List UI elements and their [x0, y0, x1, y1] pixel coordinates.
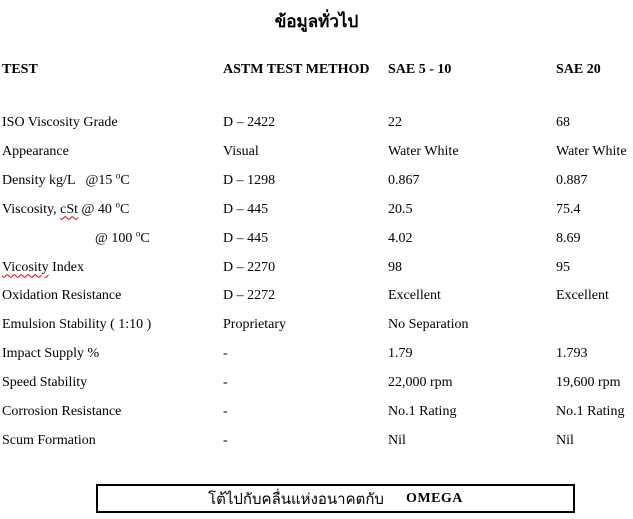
cell-sae-20-value: 0.887: [556, 172, 588, 188]
cell-sae-5-10-value: 22: [388, 115, 402, 130]
column-header-astm-method: ASTM TEST METHOD: [223, 62, 370, 77]
cell-astm-method: -: [223, 346, 228, 362]
cell-test-name: [2, 288, 121, 304]
cell-test-name: [2, 317, 151, 333]
test-name-segment: @ 40: [78, 201, 116, 217]
test-name-segment: C: [120, 172, 130, 188]
test-name-segment: Impact Supply %: [2, 346, 100, 362]
degree-superscript: o: [115, 199, 120, 210]
test-name-segment: Corrosion Resistance: [2, 404, 122, 419]
test-name-segment: Oxidation Resistance: [2, 288, 122, 304]
cell-test-name: [2, 199, 130, 218]
table-row: [2, 433, 631, 457]
test-name-segment: Scum Formation: [2, 432, 96, 448]
degree-superscript: o: [115, 170, 121, 181]
test-name-segment: Vicosity: [2, 259, 49, 275]
degree-superscript: o: [135, 227, 141, 238]
cell-test-name: [2, 144, 69, 160]
table-row: [2, 227, 631, 255]
cell-sae-5-10-value: Nil: [388, 432, 406, 448]
table-row: [2, 404, 631, 428]
cell-sae-5-10-value: Excellent: [388, 288, 441, 304]
cell-sae-20-value: 95: [556, 259, 570, 275]
table-row: [2, 260, 631, 284]
cell-sae-20-value: Excellent: [556, 288, 609, 304]
cell-sae-5-10-value: 98: [388, 259, 402, 275]
cell-sae-20-value: 75.4: [556, 201, 581, 217]
cell-astm-method: -: [223, 375, 228, 391]
cell-test-name: [2, 260, 84, 276]
table-row: [2, 346, 631, 370]
footer-banner: [96, 484, 575, 513]
table-row: [2, 375, 631, 399]
cell-sae-20-value: 19,600 rpm: [556, 375, 621, 391]
cell-sae-20-value: Water White: [556, 143, 627, 159]
cell-test-name: [2, 346, 99, 362]
test-name-segment: Emulsion Stability ( 1:10 ): [2, 317, 152, 333]
column-header-test: TEST: [2, 62, 38, 77]
test-name-segment: ISO Viscosity Grade: [2, 115, 118, 130]
table-row: [2, 288, 631, 312]
cell-sae-5-10-value: No.1 Rating: [388, 404, 457, 419]
cell-astm-method: D – 2422: [223, 115, 276, 130]
cell-sae-5-10-value: 1.79: [388, 346, 413, 362]
cell-sae-20-value: 68: [556, 115, 570, 130]
test-name-segment: Density kg/L @15: [2, 172, 116, 188]
cell-astm-method: D – 445: [223, 230, 269, 246]
test-name-segment: Appearance: [2, 143, 69, 159]
table-row: [2, 115, 631, 139]
cell-astm-method: D – 2270: [223, 259, 276, 275]
column-header-sae-5-10: SAE 5 - 10: [388, 62, 452, 77]
cell-astm-method: -: [223, 432, 228, 448]
cell-sae-20-value: No.1 Rating: [556, 404, 625, 419]
cell-sae-20-value: Nil: [556, 432, 574, 448]
cell-test-name: [2, 115, 118, 131]
cell-sae-5-10-value: No Separation: [388, 317, 469, 333]
column-header-sae-20: SAE 20: [556, 62, 601, 77]
table-row: [2, 144, 631, 168]
cell-astm-method: D – 2272: [223, 288, 276, 304]
cell-astm-method: D – 445: [223, 201, 269, 217]
test-name-segment: Viscosity,: [2, 201, 61, 217]
cell-test-name: [2, 375, 87, 391]
table-row: [2, 317, 631, 341]
cell-sae-5-10-value: 0.867: [388, 172, 420, 188]
cell-test-name: [2, 433, 96, 449]
cell-sae-5-10-value: Water White: [388, 143, 459, 159]
test-name-segment: C: [140, 230, 150, 246]
test-name-segment: @ 100: [95, 230, 136, 246]
cell-sae-20-value: 1.793: [556, 346, 588, 362]
cell-test-name: [2, 170, 130, 189]
footer-thai-text: โต้ไปกับคลื่นแห่งอนาคตกับ: [208, 491, 384, 508]
cell-astm-method: D – 1298: [223, 172, 276, 188]
footer-brand-name: OMEGA: [405, 490, 463, 506]
table-row: [2, 170, 631, 197]
cell-astm-method: Proprietary: [223, 317, 286, 333]
test-name-segment: cSt: [60, 201, 79, 217]
test-name-segment: C: [119, 201, 130, 217]
test-name-segment: Speed Stability: [2, 375, 88, 391]
cell-test-name: [2, 227, 150, 247]
cell-test-name: [2, 404, 121, 420]
cell-sae-5-10-value: 4.02: [388, 230, 413, 246]
cell-sae-5-10-value: 20.5: [388, 201, 413, 217]
test-name-segment: Index: [48, 259, 84, 275]
cell-astm-method: -: [223, 404, 228, 419]
table-row: [2, 199, 631, 226]
cell-sae-20-value: 8.69: [556, 230, 581, 246]
cell-astm-method: Visual: [223, 143, 259, 159]
cell-sae-5-10-value: 22,000 rpm: [388, 375, 453, 391]
document-title: ข้อมูลทั่วไป: [274, 12, 359, 31]
